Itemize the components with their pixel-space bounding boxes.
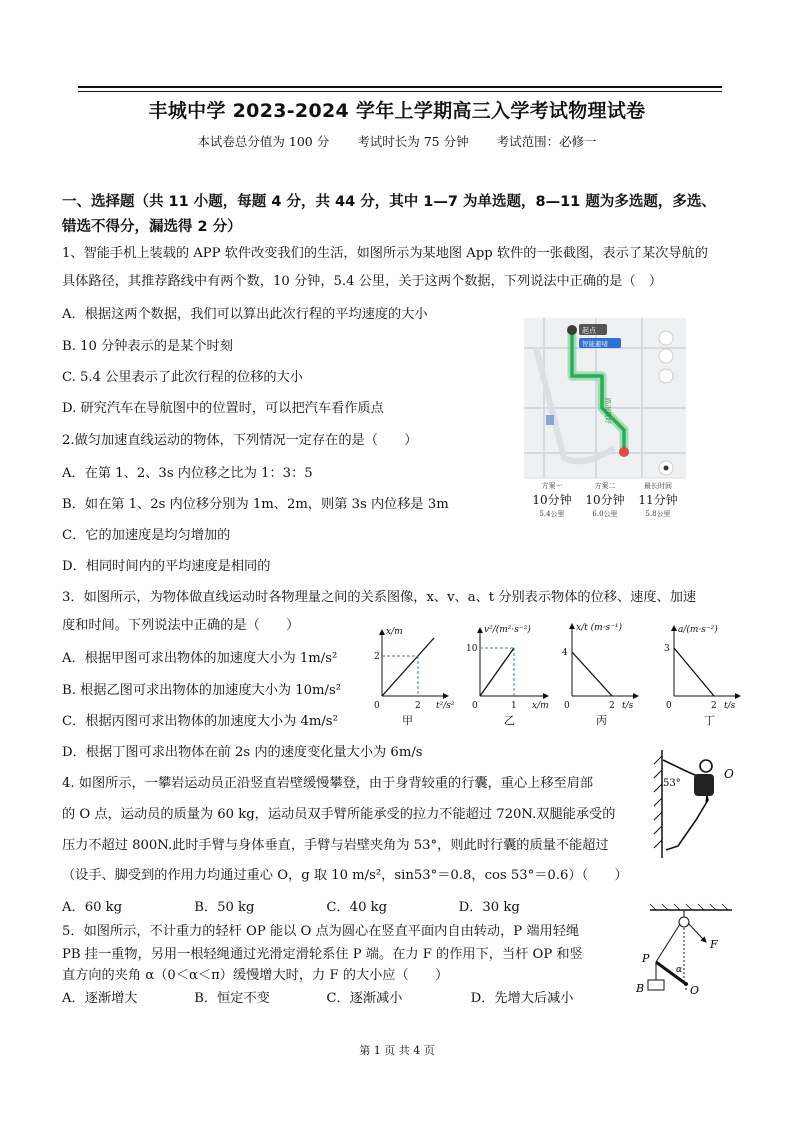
graph-ding-origin: 0 [666,701,672,711]
q5-label-p: P [642,952,650,965]
pulley-icon [679,917,689,927]
plan1-label: 方案一 [541,482,563,490]
q5-label-f: F [710,938,718,951]
q5-pulley-figure [636,900,736,1000]
q4-point-label: O [724,767,734,781]
graph-yi-origin: 0 [472,701,478,711]
q5-option-a: A．逐渐增大 [62,991,138,1006]
plan1-distance: 5.4公里 [539,510,565,518]
graph-ding-ylabel: a/(m·s⁻²) [678,625,718,635]
subway-icon [546,415,554,425]
graph-jia-ytick: 2 [374,652,380,662]
total-score: 本试卷总分值为 100 分 [197,134,330,149]
graph-yi-xlabel: x/m [532,701,549,711]
plan3-time: 11分钟 [638,493,678,507]
graph-bing [562,622,638,727]
q3-option-d: D．根据丁图可求出物体在前 2s 内的速度变化量大小为 6m/s [62,745,423,760]
duration: 考试时长为 75 分钟 [357,134,469,149]
q1-option-b: B. 10 分钟表示的是某个时刻 [62,339,233,354]
graph-jia-ylabel: x/m [386,627,403,637]
q5-label-o: O [690,984,700,997]
q4-climber-figure [648,750,738,858]
graph-jia-xlabel: t²/s² [436,701,455,711]
graph-yi [466,624,549,727]
q5-label-b: B [636,982,645,995]
q4-stem-line3: 压力不超过 800N.此时手臂与身体垂直，手臂与岩壁夹角为 53°，则此时行囊的质量不能超过 [62,838,609,853]
q1-option-d: D. 研究汽车在导航图中的位置时，可以把汽车看作质点 [62,401,384,416]
origin-marker-icon [567,325,577,335]
q4-option-c: C．40 kg [326,900,388,915]
map-origin-tag: 起点 [582,326,596,335]
q2-option-d: D．相同时间内的平均速度是相同的 [62,559,271,574]
q4-option-b: B．50 kg [194,900,255,915]
scope: 考试范围：必修一 [496,134,597,149]
graph-bing-name: 丙 [596,714,607,727]
graph-bing-xlabel: t/s [622,701,634,711]
plan2-label: 方案二 [594,482,616,490]
q4-stem-line2: 的 O 点，运动员的质量为 60 kg，运动员双手臂所能承受的拉力不能超过 720N.双腿能承受的 [62,807,616,822]
graph-yi-xtick: 1 [511,701,517,711]
graph-ding-ytick: 3 [664,644,670,654]
q4-stem-line1: 4. 如图所示，一攀岩运动员正沿竖直岩壁缓慢攀登，由于身背较重的行囊，重心上移至肩部 [62,776,594,791]
section-heading-line1: 一、选择题（共 11 小题，每题 4 分，共 44 分，其中 1—7 为单选题，8—11 题为多选题，多选、 [62,194,716,210]
graph-bing-origin: 0 [564,701,570,711]
q5-stem-line3: 直方向的夹角 α（0＜α＜π）缓慢增大时，力 F 的大小应（ ） [62,968,449,983]
q1-option-a: A．根据这两个数据，我们可以算出此次行程的平均速度的大小 [62,307,428,322]
q5-option-c: C．逐渐减小 [326,991,403,1006]
plan1-time: 10分钟 [532,493,572,507]
map-route-tag: 智能避堵 [582,340,608,348]
q1-stem-line2: 具体路径，其推荐路线中有两个数，10 分钟，5.4 公里，关于这两个数据，下列说法中正确的是（ ） [62,274,663,289]
header-rule-top [78,86,722,88]
graph-jia-origin: 0 [374,701,380,711]
graph-jia-xtick: 2 [415,701,421,711]
graph-ding [664,624,740,727]
graph-bing-ylabel: x/t (m·s⁻¹) [576,623,622,633]
exam-subtitle [0,132,794,150]
graph-ding-xtick: 2 [711,701,717,711]
q4-option-d: D．30 kg [458,900,520,915]
q3-option-c: C．根据丙图可求出物体的加速度大小为 4m/s² [62,714,338,729]
q3-option-b: B. 根据乙图可求出物体的加速度大小为 10m/s² [62,683,342,698]
q1-stem-line1: 1、智能手机上装载的 APP 软件改变我们的生活，如图所示为某地图 App 软件的一张截图，表示了某次导航的 [62,246,708,261]
plan2-time: 10分钟 [585,493,625,507]
q1-map-figure [524,318,686,522]
q3-stem-line1: 3．如图所示，为物体做直线运动时各物理量之间的关系图像，x、v、a、t 分别表示物体的位移、速度、加速 [62,590,697,605]
header-rule-bottom [78,91,722,92]
plan2-distance: 6.0公里 [592,510,618,518]
section-heading-line2: 错选不得分，漏选得 2 分） [62,219,242,235]
backpack-icon [694,774,714,796]
q2-option-a: A．在第 1、2、3s 内位移之比为 1：3：5 [62,466,313,481]
q5-stem-line2: PB 挂一重物，另用一根轻绳通过光滑定滑轮系住 P 端。在力 F 的作用下，当杆 OP 和竖 [62,947,583,962]
destination-marker-icon [619,447,629,457]
weight-block [648,980,664,990]
q5-option-d: D．先增大后减小 [470,991,574,1006]
q2-stem: 2.做匀加速直线运动的物体，下列情况一定存在的是（ ） [62,433,418,448]
q3-option-a: A．根据甲图可求出物体的加速度大小为 1m/s² [62,651,338,666]
graph-ding-xlabel: t/s [724,701,736,711]
plan3-distance: 5.8公里 [645,510,671,518]
graph-jia-name: 甲 [402,714,413,727]
exam-title: 丰城中学 2023-2024 学年上学期高三入学考试物理试卷 [148,100,646,122]
page-footer: 第 1 页 共 4 页 [359,1044,435,1057]
graph-yi-name: 乙 [504,714,515,727]
q2-option-b: B．如在第 1、2s 内位移分别为 1m、2m，则第 3s 内位移是 3m [62,497,449,512]
q1-option-c: C. 5.4 公里表示了此次行程的位移的大小 [62,370,303,385]
q5-stem-line1: 5．如图所示，不计重力的轻杆 OP 能以 O 点为圆心在竖直平面内自由转动，P 端用轻绳 [62,924,580,939]
q2-option-c: C．它的加速度是均匀增加的 [62,528,231,543]
q4-stem-line4: （设手、脚受到的作用力均通过重心 O，g 取 10 m/s²，sin53°＝0.8，cos 53°＝0.6）（ ） [62,868,628,883]
graph-ding-name: 丁 [704,714,715,727]
plan3-label: 最长时间 [644,482,672,490]
map-road-label: 路况良好 [604,398,612,424]
q4-option-a: A．60 kg [62,900,123,915]
q3-stem-line2: 度和时间。下列说法中正确的是（ ） [62,618,300,633]
q3-graphs [362,618,782,730]
q4-angle-label: 53° [663,778,681,789]
graph-bing-ytick: 4 [562,648,568,658]
graph-jia [374,627,455,727]
graph-bing-xtick: 2 [609,701,615,711]
graph-yi-ylabel: v²/(m²·s⁻²) [484,625,531,635]
graph-yi-ytick: 10 [466,644,478,654]
q5-label-alpha: α [676,965,683,975]
q5-option-b: B．恒定不变 [194,991,270,1006]
